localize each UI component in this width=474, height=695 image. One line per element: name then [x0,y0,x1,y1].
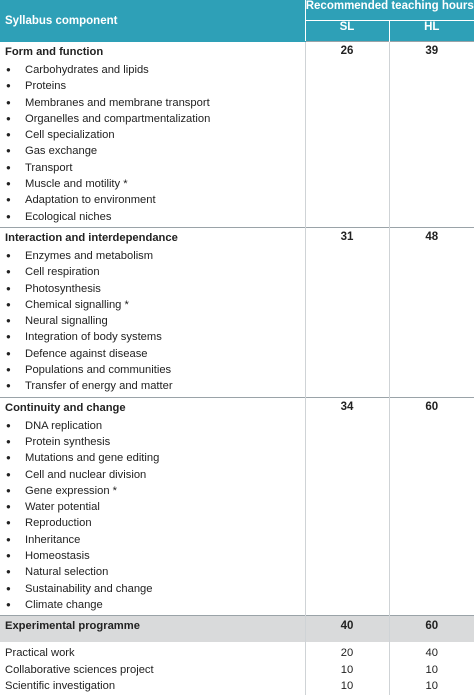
section-interaction-and-interdependance [0,227,474,397]
list-item: ● Inheritance [0,532,305,548]
bullet-icon: ● [6,250,11,260]
bullet-icon: ● [6,97,11,107]
bullet-icon: ● [6,146,11,156]
bullet-icon: ● [6,502,11,512]
bullet-icon: ● [6,179,11,189]
table-row [0,662,474,679]
hl-hours: 10 [389,662,474,679]
bullet-icon: ● [6,469,11,479]
bullet-icon: ● [6,65,11,74]
list-item: ● Membranes and membrane transport [0,95,305,111]
list-item: ● Carbohydrates and lipids [0,62,305,78]
bullet-icon: ● [6,283,11,293]
bullet-icon: ● [6,299,11,309]
section-form-and-function [0,42,474,228]
list-item: ● Transport [0,160,305,176]
section-title: Interaction and interdependance [5,231,178,244]
bullet-icon: ● [6,348,11,358]
list-item: ● Organelles and compartmentalization [0,111,305,127]
hl-hours: 60 [389,616,474,643]
bullet-icon: ● [6,436,11,446]
topic-list [0,248,305,397]
sl-hours: 40 [305,616,389,643]
row-label: Practical work [5,647,75,660]
hl-hours: 39 [389,42,474,228]
list-item: ● Transfer of energy and matter [0,378,305,394]
list-item: ● Cell and nuclear division [0,467,305,483]
section-title: Experimental programme [0,616,305,643]
list-item: ● Cell specialization [0,127,305,143]
list-item: ● Gene expression * [0,483,305,499]
list-item: ● Reproduction [0,515,305,531]
hl-hours: 40 [389,642,474,662]
bullet-icon: ● [6,518,11,528]
row-label: Scientific investigation [5,680,116,693]
list-item: ● Enzymes and metabolism [0,248,305,264]
list-item: ● Cell respiration [0,264,305,280]
section-title: Form and function [5,46,104,58]
bullet-icon: ● [6,211,11,221]
sl-header: SL [305,21,389,42]
list-item: ● Photosynthesis [0,281,305,297]
sl-hours: 26 [305,42,389,228]
table-row [0,678,474,695]
list-item: ● Adaptation to environment [0,192,305,208]
sl-hours: 10 [305,678,389,695]
list-item: ● Homeostasis [0,548,305,564]
bullet-icon: ● [6,332,11,342]
list-item: ● Water potential [0,499,305,515]
bullet-icon: ● [6,485,11,495]
bullet-icon: ● [6,551,11,561]
bullet-icon: ● [6,420,11,430]
list-item: ● Chemical signalling * [0,297,305,313]
list-item: ● DNA replication [0,418,305,434]
bullet-icon: ● [6,113,11,123]
bullet-icon: ● [6,453,11,463]
sl-hours: 34 [305,397,389,616]
section-experimental-programme [0,616,474,643]
list-item: ● Proteins [0,78,305,94]
topic-list [0,418,305,616]
bullet-icon: ● [6,381,11,391]
list-item: ● Muscle and motility * [0,176,305,192]
hl-hours: 48 [389,227,474,397]
bullet-icon: ● [6,81,11,91]
bullet-icon: ● [6,583,11,593]
bullet-icon: ● [6,534,11,544]
bullet-icon: ● [6,567,11,577]
table-row [0,642,474,662]
bullet-icon: ● [6,316,11,326]
list-item: ● Climate change [0,597,305,613]
list-item: ● Populations and communities [0,362,305,378]
section-continuity-and-change [0,397,474,616]
list-item: ● Neural signalling [0,313,305,329]
list-item: ● Defence against disease [0,346,305,362]
hl-hours: 10 [389,678,474,695]
syllabus-component-header: Syllabus component [0,0,305,42]
bullet-icon: ● [6,195,11,205]
topic-list [0,62,305,227]
list-item: ● Gas exchange [0,143,305,159]
hl-hours: 60 [389,397,474,616]
bullet-icon: ● [6,130,11,140]
bullet-icon: ● [6,365,11,375]
sl-hours: 10 [305,662,389,679]
list-item: ● Mutations and gene editing [0,450,305,466]
list-item: ● Ecological niches [0,209,305,225]
teaching-hours-header: Recommended teaching hours [305,0,474,21]
sl-hours: 20 [305,642,389,662]
sl-hours: 31 [305,227,389,397]
bullet-icon: ● [6,162,11,172]
row-label: Collaborative sciences project [5,663,154,676]
list-item: ● Integration of body systems [0,329,305,345]
list-item: ● Sustainability and change [0,581,305,597]
bullet-icon: ● [6,599,11,609]
hl-header: HL [389,21,474,42]
list-item: ● Protein synthesis [0,434,305,450]
section-title: Continuity and change [5,401,126,414]
list-item: ● Natural selection [0,564,305,580]
bullet-icon: ● [6,267,11,277]
